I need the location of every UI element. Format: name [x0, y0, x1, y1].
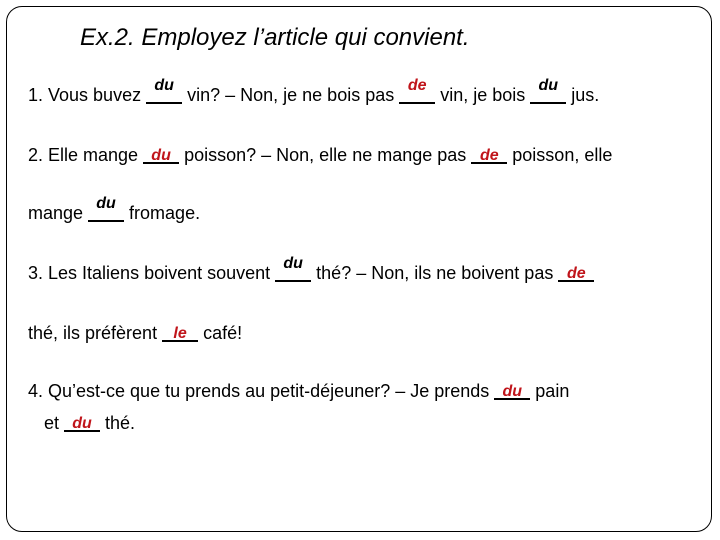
- answer-blank: [558, 262, 594, 284]
- sentence-text: poisson? – Non, elle ne mange pas: [179, 145, 472, 165]
- answer-word: du: [502, 383, 523, 400]
- sentence-text: thé.: [100, 413, 136, 433]
- sentence-text: 4. Qu’est-ce que tu prends au petit-déjeuner? – Je prends: [28, 381, 495, 401]
- sentence-text: pain: [530, 381, 570, 401]
- answer-blank: [143, 144, 179, 166]
- answer-word: du: [72, 415, 92, 432]
- sentence-text: 3. Les Italiens boivent souvent: [28, 263, 276, 283]
- sentence-text: 1. Vous buvez: [28, 85, 147, 105]
- sentence-text: poisson, elle: [507, 145, 613, 165]
- answer-word: de: [407, 77, 427, 94]
- sentence-text: mange: [28, 203, 89, 223]
- answer-blank: [471, 144, 507, 166]
- answer-word: de: [479, 147, 499, 164]
- sentence-text: vin, je bois: [435, 85, 531, 105]
- exercise-line-4: [28, 255, 594, 284]
- answer-word: du: [154, 77, 174, 94]
- answer-word: de: [567, 265, 586, 282]
- exercise-line-5: [28, 322, 242, 344]
- answer-word: du: [538, 77, 559, 94]
- answer-word: du: [283, 255, 303, 272]
- exercise-line-7: [44, 412, 135, 434]
- answer-word: du: [151, 147, 171, 164]
- answer-blank: [64, 412, 100, 434]
- sentence-text: café!: [198, 323, 243, 343]
- sentence-text: thé, ils préfèrent: [28, 323, 163, 343]
- sentence-text: thé? – Non, ils ne boivent pas: [311, 263, 559, 283]
- exercise-line-3: [28, 195, 201, 224]
- sentence-text: fromage.: [124, 203, 201, 223]
- exercise-line-6: [28, 380, 569, 402]
- answer-blank: [275, 255, 311, 284]
- answer-word: le: [173, 325, 187, 342]
- answer-blank: [399, 77, 435, 106]
- exercise-line-1: [28, 77, 600, 106]
- sentence-text: jus.: [566, 85, 600, 105]
- sentence-text: 2. Elle mange: [28, 145, 144, 165]
- exercise-title: Ex.2. Employez l’article qui convient.: [80, 24, 470, 51]
- answer-blank: [146, 77, 182, 106]
- answer-blank: [162, 322, 198, 344]
- answer-blank: [494, 380, 530, 402]
- answer-blank: [88, 195, 124, 224]
- answer-blank: [530, 77, 566, 106]
- sentence-text: et: [44, 413, 65, 433]
- exercise-line-2: [28, 144, 612, 166]
- answer-word: du: [96, 195, 116, 212]
- sentence-text: vin? – Non, je ne bois pas: [182, 85, 400, 105]
